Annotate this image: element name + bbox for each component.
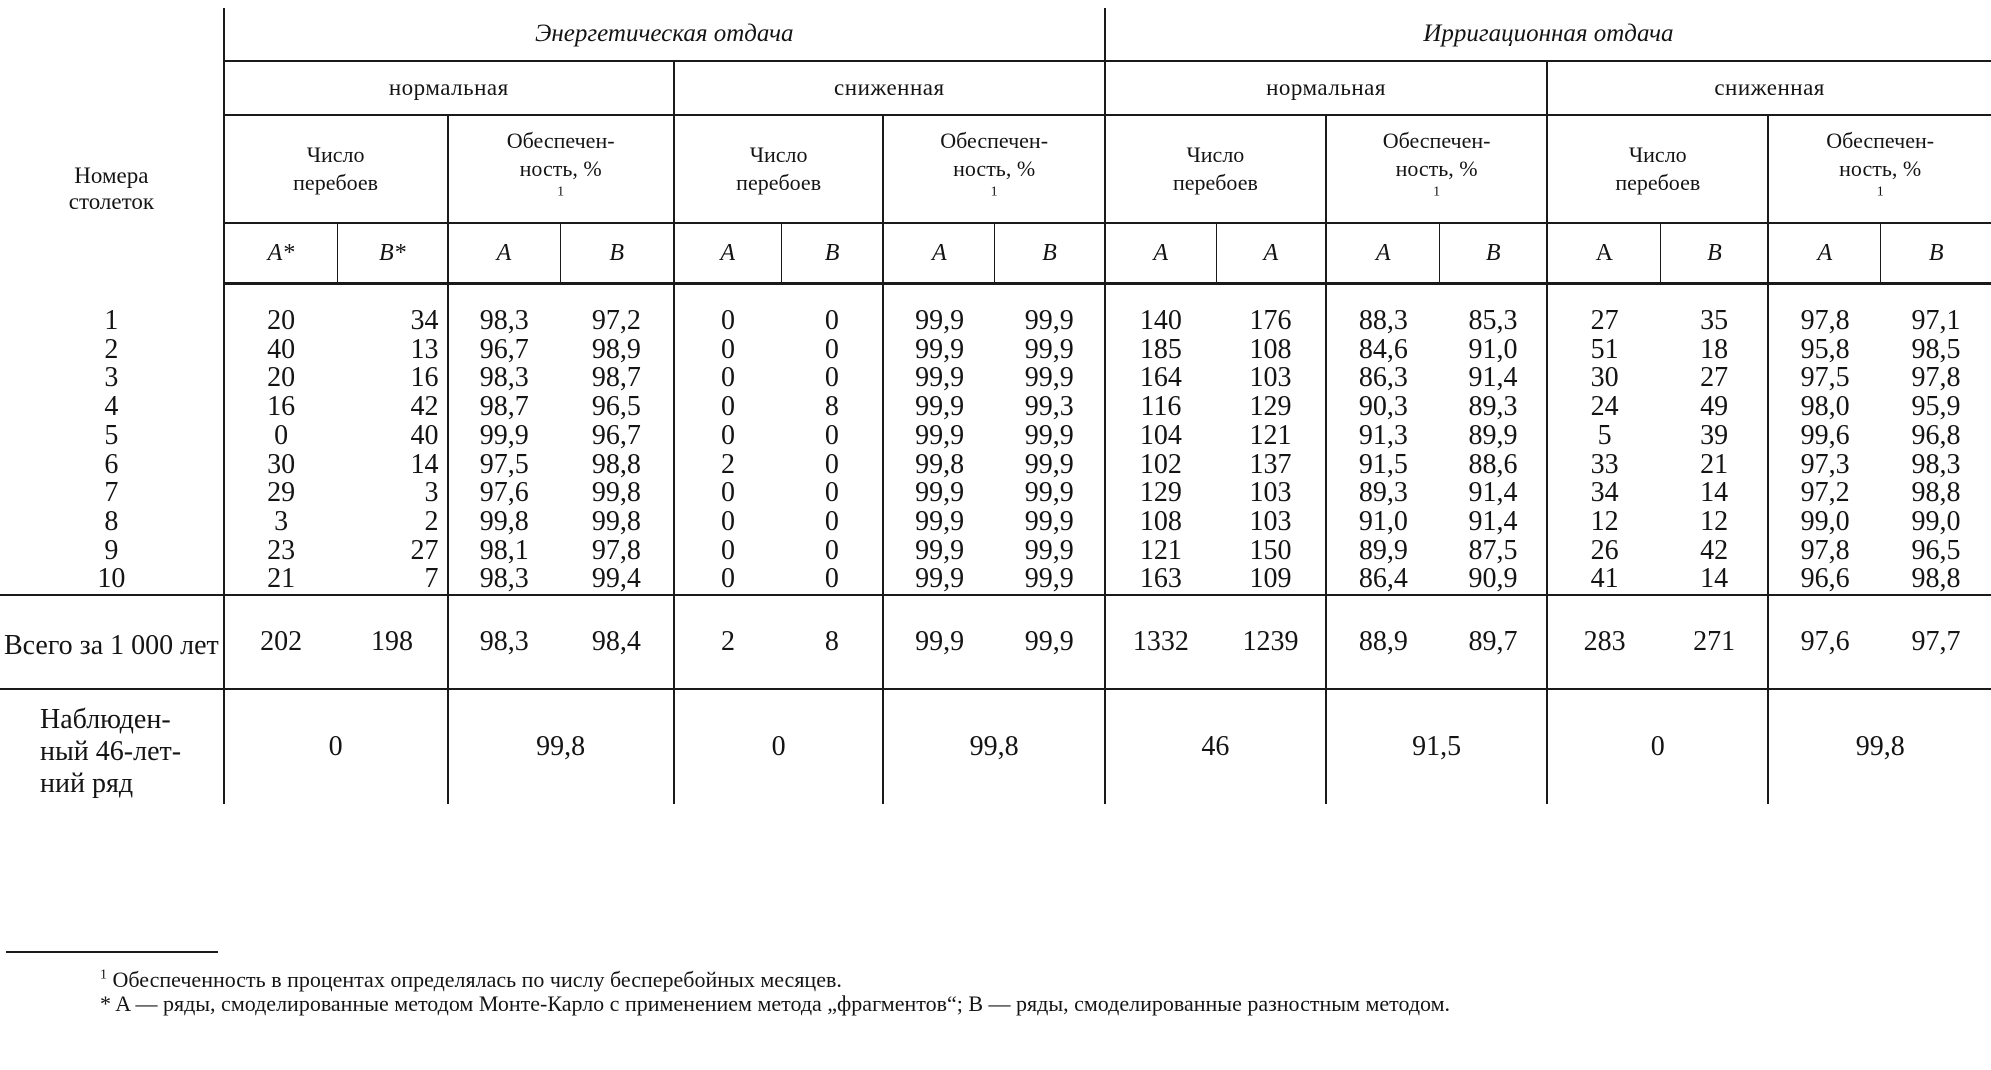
value-column: 176 108 103 129 121 137 103 103 150 109 [1216,307,1326,595]
century-numbers: 1 2 3 4 5 6 7 8 9 10 [0,307,224,595]
supply-header-label: Обеспечен- ность, % [506,128,615,181]
footnote-mark: 1 [990,184,998,200]
ab-label: A [1768,223,1881,284]
total-value: 1332 [1105,595,1216,689]
supply-header-label: Обеспечен- ность, % [940,128,1049,181]
ab-label: B [1661,223,1768,284]
total-value: 1239 [1216,595,1326,689]
observed-value: 99,8 [448,689,674,804]
row-header-label: Номера столеток [68,162,154,214]
observed-value: 0 [674,689,884,804]
group-header-irrigation: Ирригационная отдача [1105,8,1991,61]
ab-label: A* [224,223,338,284]
data-rows [0,307,1991,595]
total-value: 8 [781,595,883,689]
value-column: 35 18 27 49 39 21 14 12 42 14 [1661,307,1768,595]
group-header-energy: Энергетическая отдача [224,8,1105,61]
ab-label: A [1216,223,1326,284]
observed-label: Наблюден- ный 46-лет- ний ряд [40,704,182,800]
total-value: 99,9 [995,595,1105,689]
value-column: 0 0 0 0 0 2 0 0 0 0 [674,307,781,595]
count-header-label: Число перебоев [1615,142,1701,195]
subgroup-header-energy-reduced: сниженная [674,61,1105,115]
count-header-label: Число перебоев [1172,142,1258,195]
ab-label: A [883,223,994,284]
observed-value: 0 [1547,689,1768,804]
ab-label: A [448,223,561,284]
table-bottom-rule [6,951,218,953]
supply-header-label: Обеспечен- ность, % [1382,128,1491,181]
supply-header [1768,115,1991,223]
value-column: 99,9 99,9 99,9 99,3 99,9 99,9 99,9 99,9 99,9 99,9 [995,307,1105,595]
footnote-1 [0,968,1991,992]
row-header-cell [0,8,224,284]
ab-label: А [1547,223,1661,284]
count-header [674,115,884,223]
observed-value: 99,8 [1768,689,1991,804]
total-value: 271 [1661,595,1768,689]
footnote-1-text: Обеспеченность в процентах определялась по числу бесперебойных месяцев. [112,967,842,992]
footnote-2: * A — ряды, смоделированные методом Монте-Карло с применением метода „фрагментов“; B — ряды, смоделированные разностным методом. [100,991,1451,1016]
ab-label: A [1105,223,1216,284]
observed-row [0,689,1991,804]
value-column: 20 40 20 16 0 30 29 3 23 21 [224,307,338,595]
observed-value: 91,5 [1326,689,1547,804]
ab-label: B [1881,223,1991,284]
value-column: 97,2 98,9 98,7 96,5 96,7 98,8 99,8 99,8 97,8 99,4 [560,307,674,595]
observed-value: 0 [224,689,448,804]
count-header-label: Число перебоев [293,142,379,195]
total-value: 202 [224,595,338,689]
subgroup-header-irrigation-normal: нормальная [1105,61,1547,115]
ab-label: A [674,223,781,284]
total-value: 97,7 [1881,595,1991,689]
supply-header-label: Обеспечен- ность, % [1826,128,1935,181]
total-value: 98,3 [448,595,561,689]
ab-label: B [995,223,1105,284]
count-header [1105,115,1326,223]
value-column: 88,3 84,6 86,3 90,3 91,3 91,5 89,3 91,0 89,9 86,4 [1326,307,1440,595]
observed-value: 46 [1105,689,1326,804]
value-column: 34 13 16 42 40 14 3 2 27 7 [338,307,448,595]
ab-label: B [560,223,674,284]
value-column: 0 0 0 8 0 0 0 0 0 0 [781,307,883,595]
total-value: 98,4 [560,595,674,689]
total-value: 89,7 [1440,595,1547,689]
footnote-mark: 1 [557,184,565,200]
footnote-mark: 1 [1876,184,1884,200]
supply-header [448,115,674,223]
footnote-1-mark: 1 [100,967,107,983]
value-column: 140 185 164 116 104 102 129 108 121 163 [1105,307,1216,595]
total-row [0,595,1991,689]
total-value: 2 [674,595,781,689]
count-header-label: Число перебоев [736,142,822,195]
count-header [224,115,448,223]
ab-label: A [1326,223,1440,284]
ab-label: B [781,223,883,284]
value-column: 99,9 99,9 99,9 99,9 99,9 99,8 99,9 99,9 99,9 99,9 [883,307,994,595]
results-table [0,8,1991,804]
total-value: 97,6 [1768,595,1881,689]
value-column: 85,3 91,0 91,4 89,3 89,9 88,6 91,4 91,4 87,5 90,9 [1440,307,1547,595]
total-value: 88,9 [1326,595,1440,689]
value-column: 97,8 95,8 97,5 98,0 99,6 97,3 97,2 99,0 97,8 96,6 [1768,307,1881,595]
ab-label: B [1440,223,1547,284]
value-column: 98,3 96,7 98,3 98,7 99,9 97,5 97,6 99,8 98,1 98,3 [448,307,561,595]
value-column: 97,1 98,5 97,8 95,9 96,8 98,3 98,8 99,0 96,5 98,8 [1881,307,1991,595]
total-value: 283 [1547,595,1661,689]
supply-header [883,115,1104,223]
footnote-mark: 1 [1433,184,1441,200]
subgroup-header-irrigation-reduced: сниженная [1547,61,1991,115]
supply-header [1326,115,1547,223]
total-value: 198 [338,595,448,689]
ab-label: B* [338,223,448,284]
observed-value: 99,8 [883,689,1104,804]
count-header [1547,115,1768,223]
subgroup-header-energy-normal: нормальная [224,61,674,115]
total-value: 99,9 [883,595,994,689]
value-column: 27 51 30 24 5 33 34 12 26 41 [1547,307,1661,595]
footnotes [0,968,1991,1016]
total-label: Всего за 1 000 лет [0,595,224,689]
